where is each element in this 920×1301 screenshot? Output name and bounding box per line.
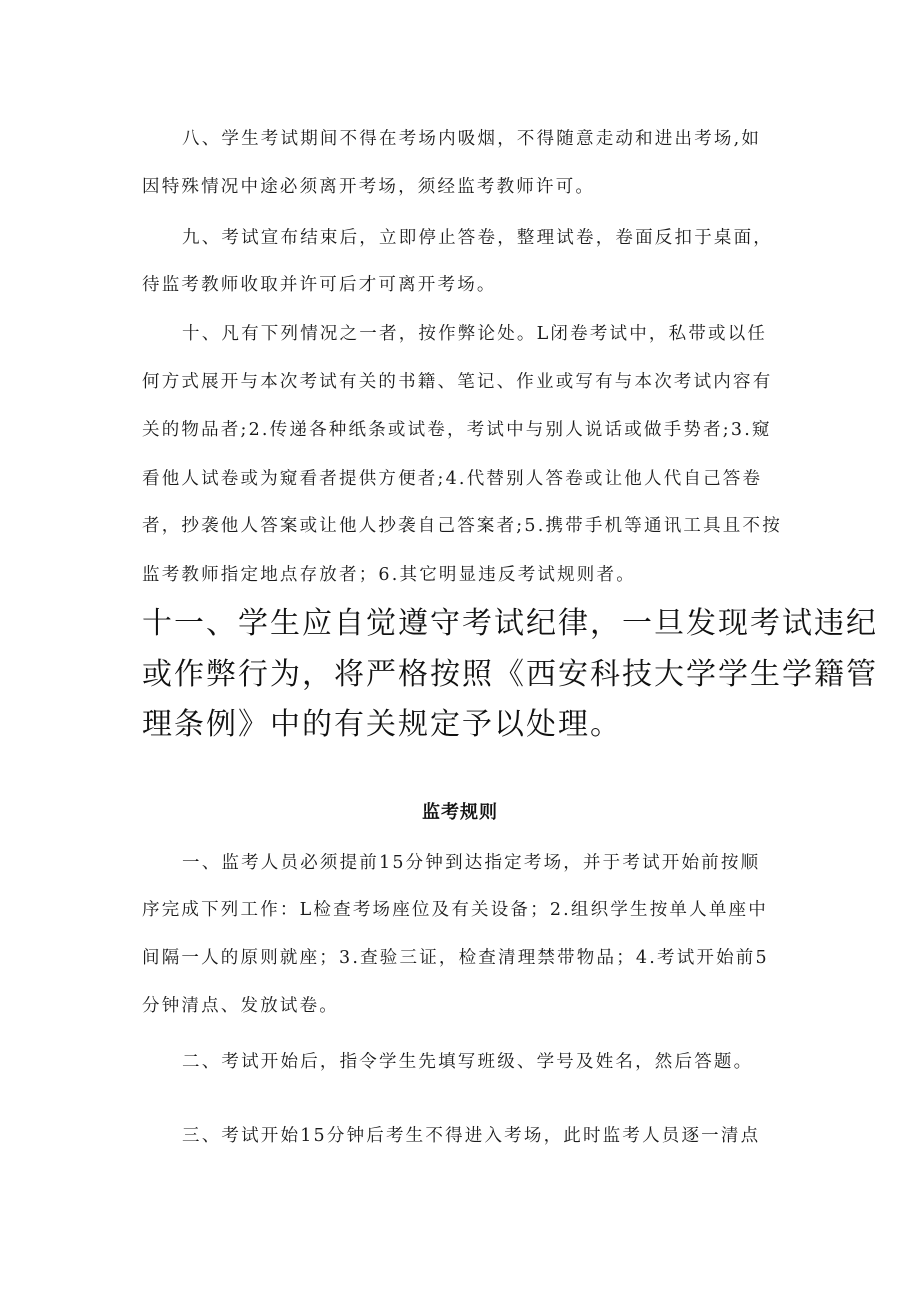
invig-1-line-2: 序完成下列工作：L检查考场座位及有关设备；2.组织学生按单人单座中 (142, 900, 768, 920)
invig-1-line-4: 分钟清点、发放试卷。 (142, 996, 339, 1016)
invig-2-line-1: 二、考试开始后，指令学生先填写班级、学号及姓名，然后答题。 (182, 1052, 754, 1072)
rule-11-line-3: 理条例》中的有关规定予以处理。 (142, 707, 622, 742)
rule-10-line-6: 监考教师指定地点存放者；6.其它明显违反考试规则者。 (142, 565, 636, 585)
rule-10-line-4: 看他人试卷或为窥看者提供方便者;4.代替别人答卷或让他人代自己答卷 (142, 469, 763, 489)
rule-10-line-5: 者，抄袭他人答案或让他人抄袭自己答案者;5.携带手机等通讯工具且不按 (142, 516, 782, 536)
invig-3-line-1: 三、考试开始15分钟后考生不得进入考场，此时监考人员逐一清点 (182, 1126, 761, 1146)
rule-9-line-2: 待监考教师收取并许可后才可离开考场。 (142, 275, 497, 295)
rule-10-line-1: 十、凡有下列情况之一者，按作弊论处。L闭卷考试中，私带或以任 (182, 324, 768, 344)
rule-10-line-2: 何方式展开与本次考试有关的书籍、笔记、作业或写有与本次考试内容有 (142, 372, 773, 392)
invig-1-line-1: 一、监考人员必须提前15分钟到达指定考场，并于考试开始前按顺 (182, 853, 761, 873)
rule-11-line-2: 或作弊行为，将严格按照《西安科技大学学生学籍管 (142, 657, 878, 692)
rule-8-line-1: 八、学生考试期间不得在考场内吸烟，不得随意走动和进出考场,如 (182, 129, 762, 149)
rule-10-line-3: 关的物品者;2.传递各种纸条或试卷，考试中与别人说话或做手势者;3.窥 (142, 420, 772, 440)
invig-1-line-3: 间隔一人的原则就座；3.查验三证，检查清理禁带物品；4.考试开始前5 (142, 948, 769, 968)
rule-11-line-1: 十一、学生应自觉遵守考试纪律，一旦发现考试违纪 (142, 606, 878, 641)
section-title: 监考规则 (422, 802, 498, 823)
rule-9-line-1: 九、考试宣布结束后，立即停止答卷，整理试卷，卷面反扣于桌面， (182, 228, 773, 248)
rule-8-line-2: 因特殊情况中途必须离开考场，须经监考教师许可。 (142, 177, 596, 197)
